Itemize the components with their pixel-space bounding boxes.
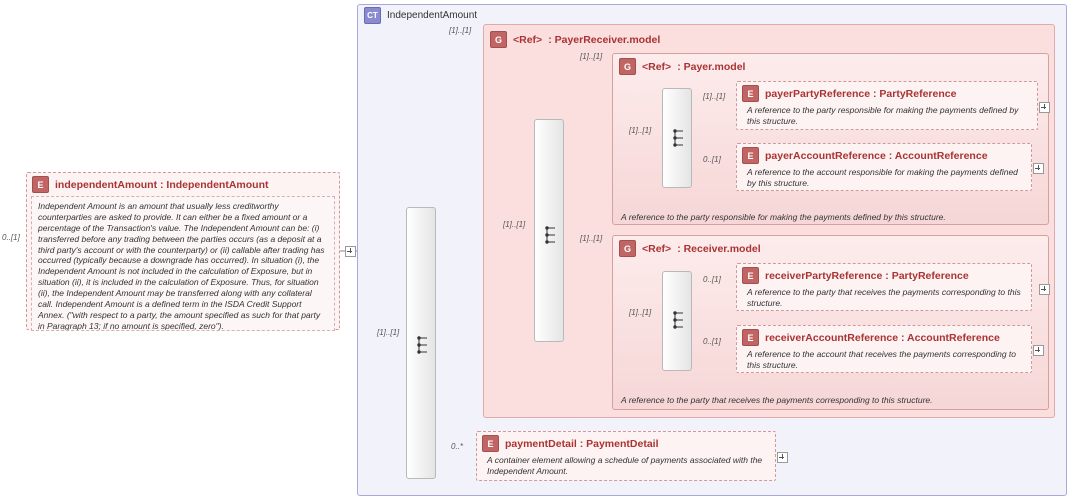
element-type: PartyReference — [879, 87, 957, 100]
element-payer-party-reference[interactable] — [736, 81, 1038, 130]
element-name: payerPartyReference — [765, 87, 871, 100]
element-documentation: Independent Amount is an amount that usually less creditworthy counterparties are asked to provide. It can either be a fixed amount or a percentage of the Transaction's value. The Independent Amount can be: (i) transferred before any trading between the parties occurs (as a deposit at a third party's account or with the counterparty) or (ii) callable after trading has occurred (typically because a downgrade has occurred). In situation (i), the Independent Amount is not included in the calculation of Exposure, but in situation (ii), it is included in the calculation of Exposure. Thus, for situation (ii), the Independent Amount may be transferred along with any collateral call. Independent Amount is a defined term in the ISDA Credit Support Annex. ("with respect to a party, the amount specified as such for that party in Paragraph 13; if no amount is specified, zero"). — [31, 196, 335, 331]
group-ref-label: <Ref> — [642, 60, 672, 73]
cardinality-payerreceiver: [1]..[1] — [449, 26, 472, 35]
element-header — [737, 82, 1037, 105]
group-badge: G — [619, 58, 636, 75]
group-ref-label: <Ref> — [642, 242, 672, 255]
element-badge: E — [742, 267, 759, 284]
element-name: receiverPartyReference — [765, 269, 883, 282]
element-type: PartyReference — [891, 269, 969, 282]
element-documentation: A reference to the party that receives the payments corresponding to this structure. — [747, 287, 1021, 308]
group-payer-footer: A reference to the party responsible for making the payments defined by this structure. — [621, 212, 946, 222]
element-name: payerAccountReference — [765, 149, 886, 162]
element-type: IndependentAmount — [166, 178, 269, 191]
group-badge: G — [619, 240, 636, 257]
element-badge: E — [742, 85, 759, 102]
element-type: AccountReference — [907, 331, 1000, 344]
group-payer-header[interactable] — [619, 58, 745, 75]
element-title: receiverAccountReference : AccountReference — [765, 331, 1000, 344]
cardinality-receiver-account-reference: 0..[1] — [703, 337, 721, 346]
sequence-dots-receiver — [662, 307, 692, 347]
element-badge: E — [742, 329, 759, 346]
group-payerreceiver-header[interactable] — [490, 31, 660, 48]
element-title: payerPartyReference : PartyReference — [765, 87, 957, 100]
group-name: : Payer.model — [677, 60, 746, 73]
element-title: independentAmount : IndependentAmount — [55, 178, 269, 191]
cardinality-receiver-party-reference: 0..[1] — [703, 275, 721, 284]
expand-payer-party-reference-icon[interactable] — [1039, 102, 1050, 113]
sequence-dots-root — [406, 325, 436, 365]
element-header — [27, 173, 339, 196]
ct-badge: CT — [364, 7, 381, 24]
element-title: payerAccountReference : AccountReference — [765, 149, 988, 162]
element-receiver-party-reference[interactable] — [736, 263, 1032, 311]
element-documentation: A reference to the account that receives the payments corresponding to this structure. — [747, 349, 1017, 370]
cardinality-seq-to-group: [1]..[1] — [503, 220, 526, 229]
element-header — [737, 144, 1031, 167]
element-header — [737, 326, 1031, 349]
cardinality-root: 0..[1] — [2, 233, 20, 242]
element-type: AccountReference — [894, 149, 988, 162]
cardinality-receiver: [1]..[1] — [580, 234, 603, 243]
group-badge: G — [490, 31, 507, 48]
element-title: paymentDetail : PaymentDetail — [505, 437, 659, 450]
group-name: : Receiver.model — [677, 242, 761, 255]
cardinality-root-to-seq: [1]..[1] — [377, 328, 400, 337]
element-payment-detail[interactable] — [476, 431, 776, 481]
element-payer-account-reference[interactable] — [736, 143, 1032, 191]
element-badge: E — [742, 147, 759, 164]
cardinality-payment-detail: 0..* — [451, 442, 464, 451]
expand-payment-detail-icon[interactable] — [777, 452, 788, 463]
element-badge: E — [32, 176, 49, 193]
expand-receiver-account-reference-icon[interactable] — [1033, 345, 1044, 356]
complextype-header — [364, 7, 477, 24]
cardinality-payer: [1]..[1] — [580, 52, 603, 61]
element-name: paymentDetail — [505, 437, 577, 450]
sequence-dots-payer — [662, 125, 692, 165]
group-receiver-header[interactable] — [619, 240, 761, 257]
group-receiver-footer: A reference to the party that receives the payments corresponding to this structure. — [621, 395, 933, 405]
group-name: : PayerReceiver.model — [548, 33, 661, 46]
element-header — [477, 432, 775, 455]
ct-label: IndependentAmount — [387, 10, 478, 21]
element-name: independentAmount — [55, 178, 158, 191]
element-header — [737, 264, 1031, 287]
expand-receiver-party-reference-icon[interactable] — [1039, 284, 1050, 295]
sequence-dots-payerreceiver — [534, 215, 564, 255]
element-title: receiverPartyReference : PartyReference — [765, 269, 969, 282]
group-ref-label: <Ref> — [513, 33, 543, 46]
element-independent-amount[interactable] — [26, 172, 340, 330]
expand-root-icon[interactable] — [345, 246, 356, 257]
element-receiver-account-reference[interactable] — [736, 325, 1032, 373]
element-badge: E — [482, 435, 499, 452]
cardinality-inner-seq-payer: [1]..[1] — [629, 126, 652, 135]
element-type: PaymentDetail — [586, 437, 659, 450]
cardinality-payer-party-reference: [1]..[1] — [703, 92, 726, 101]
expand-payer-account-reference-icon[interactable] — [1033, 163, 1044, 174]
cardinality-payer-account-reference: 0..[1] — [703, 155, 721, 164]
element-documentation: A reference to the party responsible for making the payments defined by this structure. — [747, 105, 1019, 126]
element-documentation: A container element allowing a schedule of payments associated with the Independent Amount. — [487, 455, 763, 476]
cardinality-inner-seq-receiver: [1]..[1] — [629, 308, 652, 317]
element-documentation: A reference to the account responsible for making the payments defined by this structure. — [747, 167, 1018, 188]
element-name: receiverAccountReference — [765, 331, 899, 344]
